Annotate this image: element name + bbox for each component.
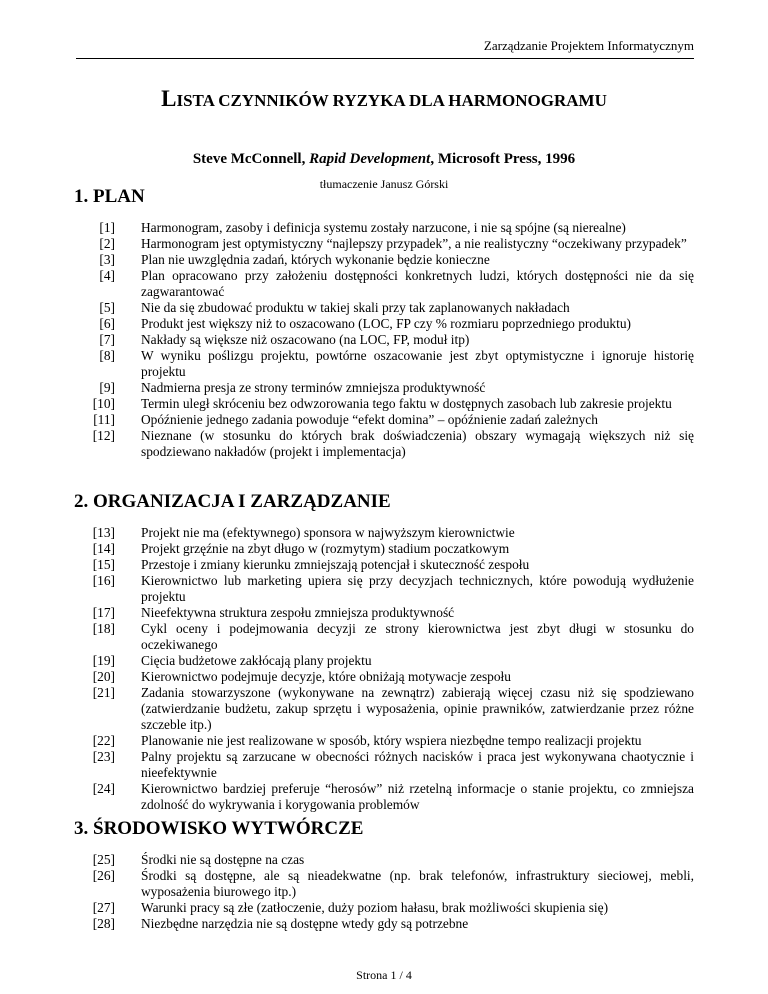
item-number: [4] [99, 268, 115, 283]
item-number: [22] [92, 733, 115, 748]
item-text: Środki nie są dostępne na czas [141, 852, 305, 867]
section-organizacja [74, 490, 694, 813]
section-srodowisko [74, 817, 694, 932]
list-item [74, 685, 694, 733]
list-item [74, 733, 694, 749]
item-text: Termin uległ skróceniu bez odwzorowania tego faktu w dostępnych zasobach lub zakresie projektu [141, 396, 672, 411]
running-header: Zarządzanie Projektem Informatycznym [483, 38, 694, 53]
section-heading: 2. ORGANIZACJA I ZARZĄDZANIE [74, 491, 391, 512]
list-item [74, 852, 694, 868]
byline-author: Steve McConnell, [192, 151, 310, 167]
item-number: [25] [92, 852, 115, 867]
item-text: Plan nie uwzględnia zadań, których wykonanie będzie konieczne [141, 252, 490, 267]
item-number: [23] [92, 749, 115, 764]
byline-publisher: , Microsoft Press, 1996 [430, 151, 576, 167]
list-item [74, 300, 694, 316]
item-text: Cykl oceny i podejmowania decyzji ze strony kierownictwa jest zbyt długi w stosunku do oczekiwanego [141, 621, 694, 652]
item-text: Środki są dostępne, ale są nieadekwatne (np. brak telefonów, infrastruktury sieciowej, mebli, wyposażenia biurowego itp.) [141, 868, 694, 899]
item-number: [19] [92, 653, 115, 668]
list-item [74, 236, 694, 252]
item-text: Niezbędne narzędzia nie są dostępne wtedy gdy są potrzebne [141, 916, 469, 931]
item-list [74, 220, 694, 460]
item-text: Opóźnienie jednego zadania powoduje “efekt domina” – opóźnienie zadań zależnych [141, 412, 598, 427]
item-number: [27] [92, 900, 115, 915]
item-number: [11] [93, 412, 115, 427]
item-list [74, 852, 694, 932]
item-text: Produkt jest większy niż to oszacowano (LOC, FP czy % rozmiaru poprzedniego produktu) [141, 316, 632, 331]
item-number: [24] [92, 781, 115, 796]
item-text: Warunki pracy są złe (zatłoczenie, duży poziom hałasu, brak możliwości skupienia się) [141, 900, 609, 915]
list-item [74, 653, 694, 669]
item-number: [16] [92, 573, 115, 588]
list-item [74, 868, 694, 900]
item-text: Planowanie nie jest realizowane w sposób, który wspiera niezbędne tempo realizacji projektu [141, 733, 642, 748]
item-number: [6] [99, 316, 115, 331]
list-item [74, 749, 694, 781]
item-text: Nieefektywna struktura zespołu zmniejsza produktywność [141, 605, 455, 620]
item-text: Palny projektu są zarzucane w obecności różnych nacisków i praca jest wykonywana chaotycznie i nieefektywnie [141, 749, 694, 780]
item-list [74, 525, 694, 813]
item-text: W wyniku poślizgu projektu, powtórne oszacowanie jest zbyt optymistyczne i ignoruje historię projektu [141, 348, 694, 379]
item-text: Harmonogram, zasoby i definicja systemu zostały narzucone, i nie są spójne (są nierealne) [141, 220, 626, 235]
item-number: [13] [92, 525, 115, 540]
item-number: [18] [92, 621, 115, 636]
list-item [74, 332, 694, 348]
header-rule [76, 58, 694, 59]
item-number: [15] [92, 557, 115, 572]
title-rest: ISTA CZYNNIKÓW RYZYKA DLA HARMONOGRAMU [176, 91, 607, 110]
list-item [74, 900, 694, 916]
item-number: [20] [92, 669, 115, 684]
title-first-letter: L [161, 86, 177, 111]
item-text: Projekt nie ma (efektywnego) sponsora w najwyższym kierownictwie [141, 525, 515, 540]
item-number: [2] [99, 236, 115, 251]
list-item [74, 268, 694, 300]
item-number: [7] [99, 332, 115, 347]
list-item [74, 781, 694, 813]
section-heading: 3. ŚRODOWISKO WYTWÓRCZE [74, 818, 364, 839]
item-number: [28] [92, 916, 115, 931]
list-item [74, 380, 694, 396]
item-number: [1] [99, 220, 115, 235]
section-heading: 1. PLAN [74, 186, 145, 207]
list-item [74, 605, 694, 621]
list-item [74, 541, 694, 557]
item-number: [26] [92, 868, 115, 883]
item-text: Projekt grzęźnie na zbyt długo w (rozmytym) stadium poczatkowym [141, 541, 510, 556]
item-number: [12] [92, 428, 115, 443]
list-item [74, 220, 694, 236]
list-item [74, 525, 694, 541]
item-number: [14] [92, 541, 115, 556]
list-item [74, 316, 694, 332]
list-item [74, 348, 694, 380]
section-plan [74, 185, 694, 460]
list-item [74, 621, 694, 653]
list-item [74, 573, 694, 605]
item-text: Kierownictwo lub marketing upiera się przy decyzjach technicznych, które powodują wydłużenie projektu [141, 573, 694, 604]
document-title [0, 84, 768, 116]
item-number: [17] [92, 605, 115, 620]
list-item [74, 916, 694, 932]
item-number: [21] [92, 685, 115, 700]
translator-credit: tłumaczenie Janusz Górski [319, 177, 449, 191]
item-number: [3] [99, 252, 115, 267]
byline-book: Rapid Development [309, 151, 431, 167]
item-text: Nieznane (w stosunku do których brak doświadczenia) obszary wymagają większych niż się spodziewano nakładów (projekt i implementacja) [141, 428, 694, 459]
item-number: [10] [92, 396, 115, 411]
item-text: Kierownictwo bardziej preferuje “herosów” niż rzetelną informacje o stanie projektu, co zmniejsza zdolność do wykrywania i korygowania problemów [141, 781, 694, 812]
list-item [74, 669, 694, 685]
page-number: Strona 1 / 4 [356, 968, 412, 982]
item-text: Nakłady są większe niż oszacowano (na LOC, FP, moduł itp) [141, 332, 470, 347]
list-item [74, 396, 694, 412]
item-text: Cięcia budżetowe zakłócają plany projektu [141, 653, 372, 668]
item-text: Nie da się zbudować produktu w takiej skali przy tak zaplanowanych nakładach [141, 300, 570, 315]
list-item [74, 412, 694, 428]
item-text: Przestoje i zmiany kierunku zmniejszają potencjał i skuteczność zespołu [141, 557, 530, 572]
item-text: Harmonogram jest optymistyczny “najlepszy przypadek”, a nie realistyczny “oczekiwany przypadek” [141, 236, 687, 251]
list-item [74, 557, 694, 573]
item-text: Plan opracowano przy założeniu dostępności konkretnych ludzi, których dostępności nie da się zagwarantować [141, 268, 694, 299]
item-number: [5] [99, 300, 115, 315]
list-item [74, 428, 694, 460]
byline [0, 150, 768, 168]
item-text: Zadania stowarzyszone (wykonywane na zewnątrz) zabierają więcej czasu niż się spodziewano (zatwierdzanie budżetu, zakup sprzętu i wyposażenia, opinie prawników, zatwierdzanie przez różne szczeble itp.) [141, 685, 694, 732]
item-number: [8] [99, 348, 115, 363]
list-item [74, 252, 694, 268]
item-number: [9] [99, 380, 115, 395]
item-text: Nadmierna presja ze strony terminów zmniejsza produktywność [141, 380, 486, 395]
item-text: Kierownictwo podejmuje decyzje, które obniżają motywacje zespołu [141, 669, 511, 684]
